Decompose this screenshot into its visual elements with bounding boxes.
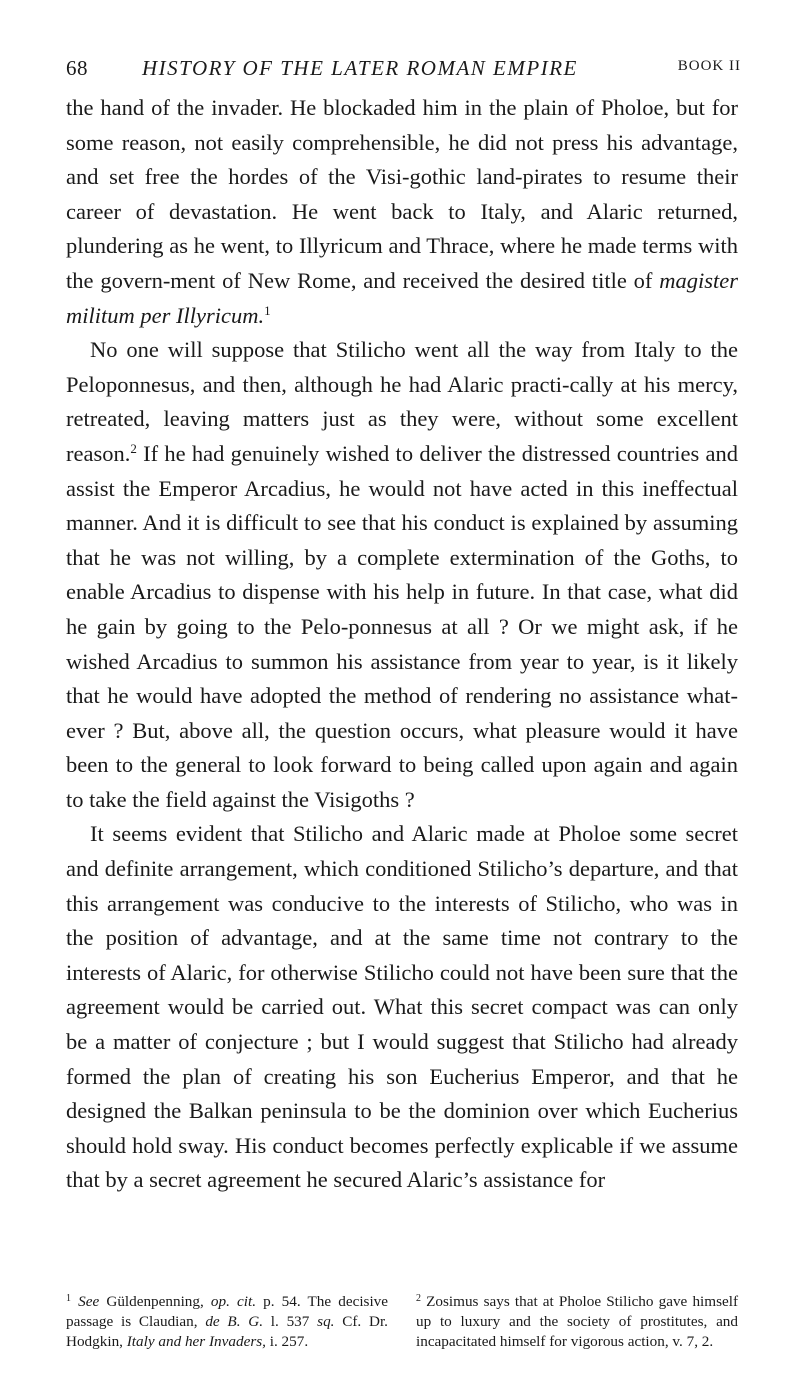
italic-text: sq. (317, 1313, 335, 1330)
text-run: Güldenpenning, (99, 1293, 211, 1310)
footnote-2 (416, 1292, 738, 1352)
book-label: BOOK II (677, 58, 741, 74)
footnote-ref-2[interactable]: 2 (130, 440, 137, 456)
italic-text: de B. G. (205, 1313, 264, 1330)
page-number: 68 (66, 56, 88, 80)
running-title: HISTORY OF THE LATER ROMAN EMPIRE (142, 56, 578, 80)
text-run: It seems evident that Stilicho and Alaric made at Pholoe some secret and definite arrangement, which conditioned Stilicho’s departure, and that this arrangement was conducive to the interests of Stilicho, who was in the position of advantage, and at the same time not contrary to the interests of Alaric, for otherwise Stilicho could not have been sure that the agreement would be carried out. What this secret compact was can only be a matter of conjecture ; but I would suggest that Stilicho had already formed the plan of creating his son Eucherius Emperor, and that he designed the Balkan peninsula to be the dominion over which Eucherius should hold sway. His conduct becomes perfectly explicable if we assume that by a secret agreement he secured Alaric’s assistance for (66, 821, 738, 1193)
text-run: No one will suppose that Stilicho went all the way from Italy to the Peloponnesus, and then, although he had Alaric practi-cally at his mercy, retreated, leaving matters just as they were, without some excellent reason. (66, 337, 738, 466)
text-run: Zosimus says that at Pholoe Stilicho gave himself up to luxury and the society of prostitutes, and incapacitated himself for vigorous action, v. 7, 2. (416, 1293, 738, 1350)
italic-text: See (78, 1293, 100, 1310)
text-run: l. 537 (263, 1313, 318, 1330)
footnote-marker: 2 (416, 1293, 421, 1304)
paragraph-3 (66, 817, 738, 1198)
text-run: p. 54. The decisive passage is Claudian, (66, 1293, 389, 1330)
text-run: the hand of the invader. He blockaded him in the plain of Pholoe, but for some reason, not easily comprehensible, he did not press his advantage, and set free the hordes of the Visi-gothic land-pirates to resume their career of devastation. He went back to Italy, and Alaric returned, plundering as he went, to Illyricum and Thrace, where he made terms with the govern-ment of New Rome, and received the desired title of (66, 95, 738, 293)
text-run: i. 257. (265, 1333, 309, 1350)
footnote-1 (66, 1292, 388, 1352)
paragraph-2 (66, 333, 738, 817)
footnote-ref-1[interactable]: 1 (264, 302, 271, 318)
text-run: If he had genuinely wished to deliver the distressed countries and assist the Emperor Arcadius, he would not have acted in this ineffectual manner. And it is difficult to see that his conduct is explained by assuming that he was not willing, by a complete extermination of the Goths, to enable Arcadius to dispense with his help in future. In that case, what did he gain by going to the Pelo-ponnesus at all ? Or we might ask, if he wished Arcadius to summon his assistance from year to year, is it likely that he would have adopted the method of rendering no assistance what-ever ? But, above all, the question occurs, what pleasure would it have been to the general to look forward to being called upon again and again to take the field against the Visigoths ? (66, 440, 738, 812)
text-run: Cf. Dr. Hodgkin, (66, 1313, 388, 1350)
footnotes (66, 1292, 738, 1352)
italic-text: Italy and her Invaders, (126, 1333, 266, 1350)
footnote-marker: 1 (66, 1293, 71, 1304)
main-text (66, 91, 738, 1198)
italic-term: magister militum per Illyricum. (66, 267, 738, 328)
running-header (66, 56, 741, 86)
paragraph-1 (66, 91, 738, 333)
italic-text: op. cit. (210, 1293, 257, 1310)
